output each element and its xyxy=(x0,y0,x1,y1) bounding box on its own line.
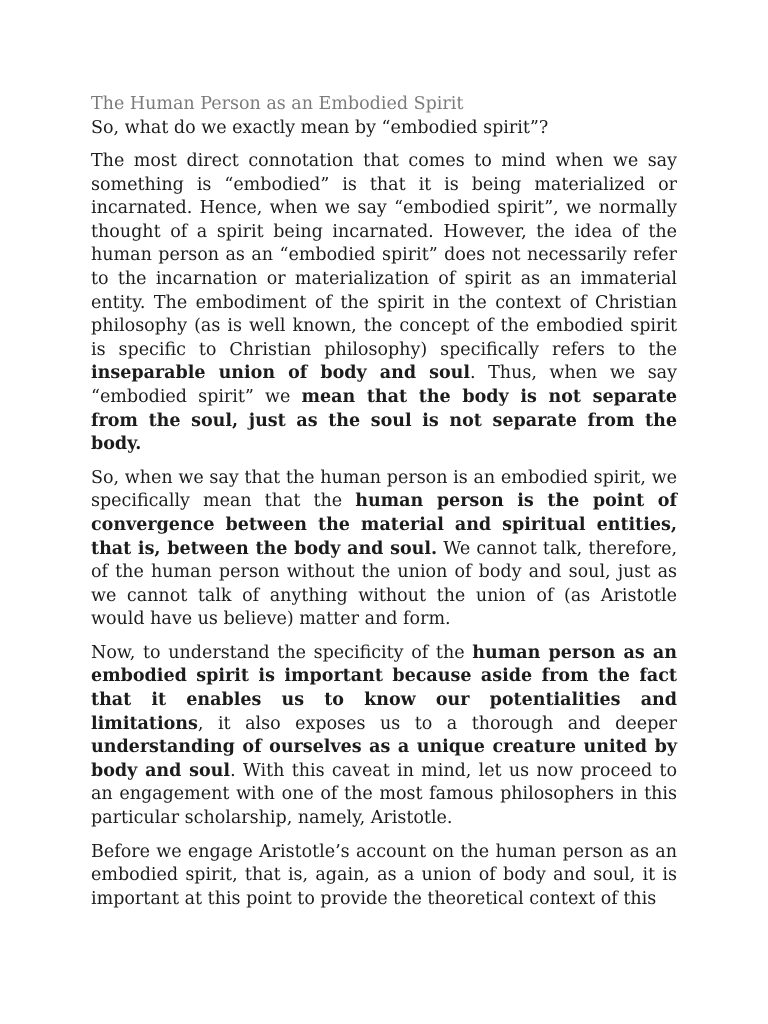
emphasis-text: inseparable union of body and soul xyxy=(91,363,471,384)
paragraph-text: . Thus, when we say “embodied spirit” we xyxy=(91,363,677,407)
paragraph-text: Now, to understand the specificity of the xyxy=(91,642,473,663)
paragraph-text: . With this caveat in mind, let us now proceed to an engagement with one of the most famous philosophers in this particular scholarship, namely, Aristotle. xyxy=(91,760,677,829)
paragraph-aristotle-context xyxy=(91,841,677,912)
paragraph-text: Before we engage Aristotle’s account on the human person as an embodied spirit, that is, again, as a union of body and soul, it is important at this point to provide the theoretical context of this xyxy=(91,841,677,909)
paragraph-specificity xyxy=(91,642,677,831)
emphasis-text: human person is the point of convergence between the material and spiritual entities, that is, between the body and soul. xyxy=(91,491,677,559)
document-subtitle: So, what do we exactly mean by “embodied spirit”? xyxy=(91,118,549,138)
emphasis-text: mean that the body is not separate from the soul, just as the soul is not separate from the body. xyxy=(91,386,677,455)
paragraph-embodiment-definition xyxy=(91,150,677,457)
paragraph-point-of-convergence xyxy=(91,467,677,632)
paragraph-text: We cannot talk, therefore, of the human person without the union of body and soul, just as we cannot talk of anything without the union of (as Aristotle would have us believe) matter and form. xyxy=(91,538,678,630)
paragraph-text: , it also exposes us to a thorough and deeper xyxy=(197,713,677,734)
document-page xyxy=(91,92,677,921)
emphasis-text: human person as an embodied spirit is important because aside from the fact that it enables us to know our potentialities and limitations xyxy=(91,642,677,734)
emphasis-text: understanding of ourselves as a unique creature united by body and soul xyxy=(91,737,677,781)
paragraph-text: So, when we say that the human person is an embodied spirit, we specifically mean that the xyxy=(91,467,677,512)
document-title: The Human Person as an Embodied Spirit xyxy=(91,94,464,114)
paragraph-text: The most direct connotation that comes to mind when we say something is “embodied” is that it is being materialized or incarnated. Hence, when we say “embodied spirit”, we normally thought of a spirit being incarnated. However, the idea of the human person as an “embodied spirit” does not necessarily refer to the incarnation or materialization of spirit as an immaterial entity. The embodiment of the spirit in the context of Christian philosophy (as is well known, the concept of the embodied spirit is specific to Christian philosophy) specifically refers to the xyxy=(91,151,677,360)
